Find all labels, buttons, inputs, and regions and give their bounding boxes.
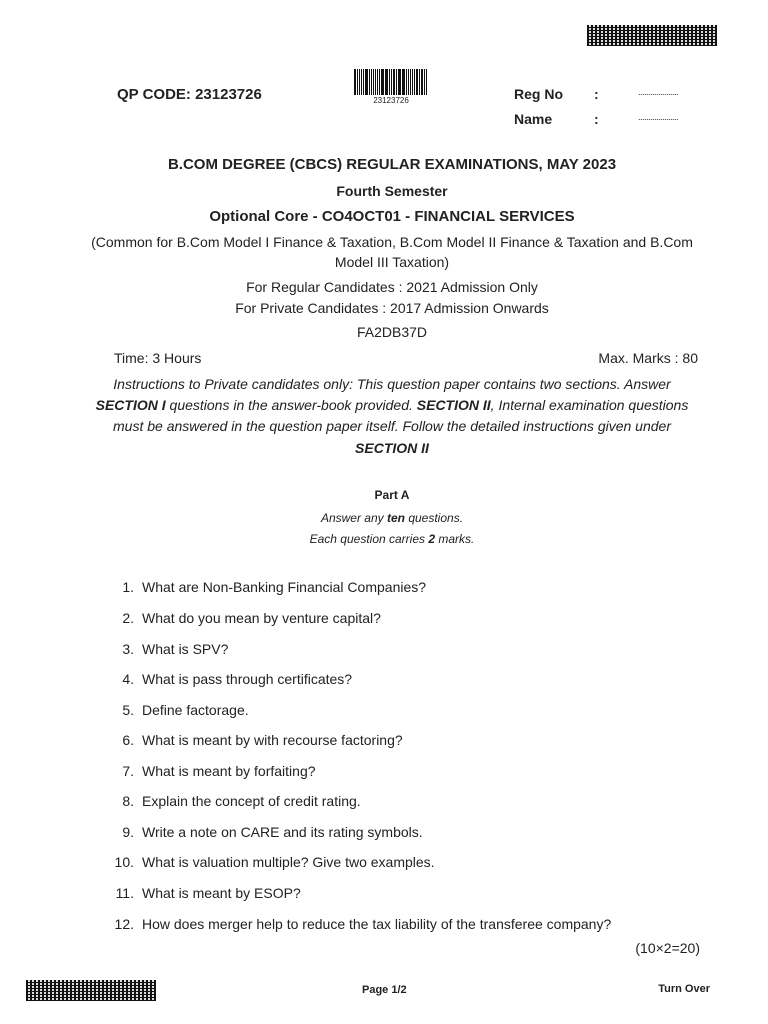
question-text: What is meant by ESOP? xyxy=(142,885,301,901)
max-marks-label: Max. Marks : 80 xyxy=(598,350,698,366)
question-number: 3. xyxy=(122,641,134,657)
barcode-bar xyxy=(398,69,399,95)
question-number: 2. xyxy=(122,610,134,626)
section-one-ref: SECTION I xyxy=(95,397,166,413)
answer-any-c: questions. xyxy=(404,511,464,525)
question-number: 8. xyxy=(122,793,134,809)
marks-total: (10×2=20) xyxy=(635,940,700,956)
paper-code: FA2DB37D xyxy=(356,324,428,340)
question-number: 7. xyxy=(122,763,134,779)
question-number: 10. xyxy=(114,854,134,870)
qp-code: QP CODE: 23123726 xyxy=(117,86,262,103)
common-line-2: Model III Taxation) xyxy=(334,254,450,270)
barcode-bar xyxy=(369,69,370,95)
each-question-marks: 2 xyxy=(428,532,436,546)
question-text: What are Non-Banking Financial Companies? xyxy=(142,579,427,595)
barcode-bar xyxy=(386,69,388,95)
question-text: How does merger help to reduce the tax liability of the transferee company? xyxy=(142,916,612,932)
barcode-image xyxy=(354,69,428,95)
name-colon: : xyxy=(594,111,599,127)
turn-over-label: Turn Over xyxy=(658,983,710,995)
barcode-bar xyxy=(424,69,425,95)
each-question-line xyxy=(0,532,768,546)
barcode-bar xyxy=(363,69,364,95)
reg-no-label: Reg No xyxy=(514,86,563,102)
barcode-bar xyxy=(354,69,356,95)
barcode-bar xyxy=(389,69,390,95)
barcode-number: 23123726 xyxy=(373,96,409,105)
answer-any-a: Answer any xyxy=(320,511,387,525)
barcode-bar xyxy=(410,69,412,95)
answer-any-line xyxy=(0,511,768,525)
question-text: What is SPV? xyxy=(142,641,229,657)
exam-title: B.COM DEGREE (CBCS) REGULAR EXAMINATIONS, MAY 2023 xyxy=(167,156,617,173)
instructions-line-2 xyxy=(0,397,768,413)
each-question-a: Each question carries xyxy=(309,532,429,546)
course-title: Optional Core - CO4OCT01 - FINANCIAL SERVICES xyxy=(209,208,575,225)
section-two-ref: SECTION II xyxy=(416,397,491,413)
regular-candidates: For Regular Candidates : 2021 Admission Only xyxy=(246,279,538,295)
question-text: What is valuation multiple? Give two examples. xyxy=(142,854,435,870)
barcode-bar xyxy=(406,69,407,95)
barcode-bar xyxy=(371,69,372,95)
question-text: What is meant by with recourse factoring? xyxy=(142,732,403,748)
question-number: 4. xyxy=(122,671,134,687)
question-number: 9. xyxy=(122,824,134,840)
barcode-bar xyxy=(416,69,418,95)
barcode-bar xyxy=(402,69,405,95)
question-number: 1. xyxy=(122,579,134,595)
barcode-bar xyxy=(365,69,368,95)
top-barcode-strip xyxy=(587,25,717,46)
common-line-1: (Common for B.Com Model I Finance & Taxation, B.Com Model II Finance & Taxation and B.Com xyxy=(91,234,693,250)
reg-no-field: .................... xyxy=(638,87,679,97)
question-text: What do you mean by venture capital? xyxy=(142,610,381,626)
instructions-text-d: , Internal examination questions xyxy=(490,397,689,413)
question-text: Define factorage. xyxy=(142,702,249,718)
question-number: 11. xyxy=(115,885,134,901)
instructions-text-b: questions in the answer-book provided. xyxy=(165,397,417,413)
barcode-bar xyxy=(357,69,358,95)
instructions-line-4: SECTION II xyxy=(355,440,429,456)
question-number: 6. xyxy=(122,732,134,748)
private-candidates: For Private Candidates : 2017 Admission Onwards xyxy=(235,300,549,316)
question-text: What is meant by forfaiting? xyxy=(142,763,316,779)
barcode-bar xyxy=(359,69,360,95)
barcode-bar xyxy=(381,69,384,95)
part-title: Part A xyxy=(374,488,410,502)
answer-any-count: ten xyxy=(386,511,405,525)
barcode-bar xyxy=(396,69,397,95)
time-label: Time: 3 Hours xyxy=(114,350,202,366)
name-label: Name xyxy=(514,111,553,127)
question-text: Explain the concept of credit rating. xyxy=(142,793,361,809)
barcode-bar xyxy=(419,69,420,95)
barcode-bar xyxy=(377,69,378,95)
barcode-bar xyxy=(385,69,386,95)
barcode-bar xyxy=(375,69,376,95)
each-question-c: marks. xyxy=(435,532,475,546)
barcode-bar xyxy=(412,69,413,95)
bottom-barcode-strip xyxy=(26,980,156,1001)
barcode-bar xyxy=(421,69,424,95)
question-text: Write a note on CARE and its rating symbols. xyxy=(142,824,423,840)
barcode-bar xyxy=(393,69,395,95)
instructions-line-1: Instructions to Private candidates only: This question paper contains two sections. Answer xyxy=(113,376,671,392)
barcode-bar xyxy=(399,69,401,95)
page-number: Page 1/2 xyxy=(362,984,407,996)
barcode-bar xyxy=(414,69,415,95)
semester-title: Fourth Semester xyxy=(336,183,448,199)
barcode-bar xyxy=(379,69,380,95)
question-text: What is pass through certificates? xyxy=(142,671,353,687)
barcode-bar xyxy=(361,69,363,95)
reg-no-colon: : xyxy=(594,86,599,102)
question-number: 5. xyxy=(122,702,134,718)
barcode-bar xyxy=(391,69,392,95)
instructions-line-3: must be answered in the question paper itself. Follow the detailed instructions given under xyxy=(113,418,671,434)
barcode-bar xyxy=(426,69,427,95)
barcode-bar xyxy=(373,69,375,95)
name-field: .................... xyxy=(638,112,679,122)
barcode-bar xyxy=(408,69,409,95)
question-number: 12. xyxy=(114,916,134,932)
